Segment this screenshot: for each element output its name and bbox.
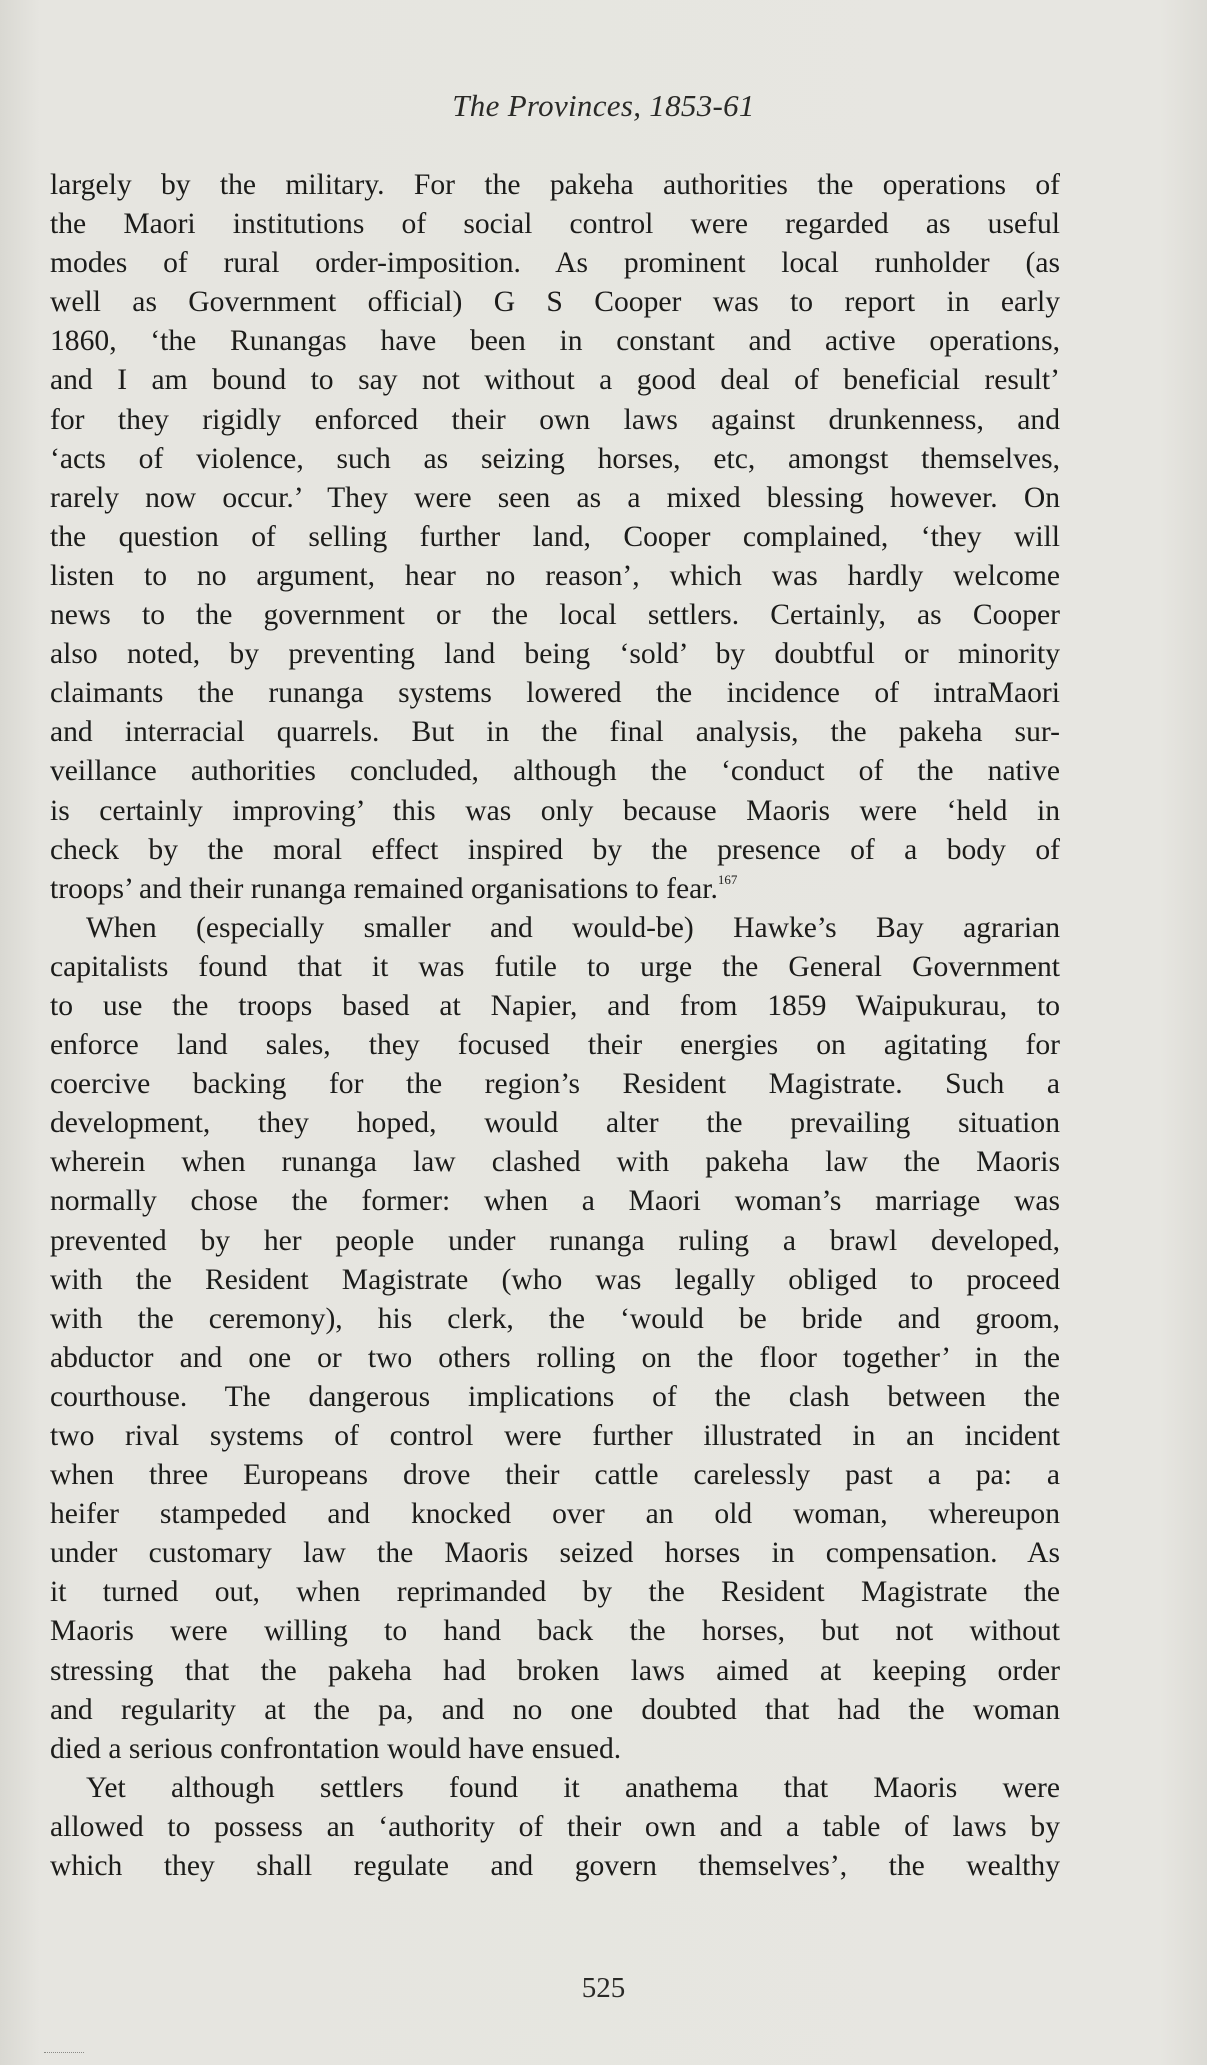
text-line: check by the moral effect inspired by the presence of a body of <box>50 833 1060 866</box>
text-line: and regularity at the pa, and no one doubted that had the woman <box>50 1693 1060 1726</box>
running-header: The Provinces, 1853-61 <box>452 88 755 123</box>
text-line <box>50 870 1060 909</box>
paragraph-1 <box>50 166 1060 909</box>
text-line: and interracial quarrels. But in the final analysis, the pakeha sur- <box>50 716 1060 749</box>
text-line: when three Europeans drove their cattle carelessly past a pa: a <box>50 1459 1060 1492</box>
text-line-content: died a serious confrontation would have ensued. <box>50 1732 622 1765</box>
footnote-reference: 167 <box>717 871 738 887</box>
text-line: rarely now occur.’ They were seen as a mixed blessing however. On <box>50 481 1060 514</box>
text-line: abductor and one or two others rolling on the floor together’ in the <box>50 1341 1060 1374</box>
text-line: with the Resident Magistrate (who was legally obliged to proceed <box>50 1263 1060 1296</box>
text-line: Yet although settlers found it anathema that Maoris were <box>86 1771 1060 1804</box>
text-line: wherein when runanga law clashed with pakeha law the Maoris <box>50 1146 1060 1179</box>
text-line: allowed to possess an ‘authority of their own and a table of laws by <box>50 1810 1060 1843</box>
text-line: the question of selling further land, Cooper complained, ‘they will <box>50 520 1060 553</box>
text-line: with the ceremony), his clerk, the ‘would be bride and groom, <box>50 1302 1060 1335</box>
text-line: the Maori institutions of social control were regarded as useful <box>50 208 1060 241</box>
paragraph-3 <box>50 1769 1060 1886</box>
text-line: listen to no argument, hear no reason’, which was hardly welcome <box>50 559 1060 592</box>
text-line: to use the troops based at Napier, and from 1859 Waipukurau, to <box>50 989 1060 1022</box>
text-line: under customary law the Maoris seized horses in compensation. As <box>50 1537 1060 1570</box>
text-line <box>50 1730 1060 1769</box>
text-line: for they rigidly enforced their own laws against drunkenness, and <box>50 403 1060 436</box>
text-line: capitalists found that it was futile to urge the General Government <box>50 950 1060 983</box>
text-line-content: troops’ and their runanga remained organisations to fear. <box>50 872 718 905</box>
text-line: development, they hoped, would alter the prevailing situation <box>50 1107 1060 1140</box>
text-line: veillance authorities concluded, although the ‘conduct of the native <box>50 755 1060 788</box>
text-line: it turned out, when reprimanded by the Resident Magistrate the <box>50 1576 1060 1609</box>
text-line: courthouse. The dangerous implications of the clash between the <box>50 1380 1060 1413</box>
body-text <box>50 166 1060 1886</box>
text-line: also noted, by preventing land being ‘sold’ by doubtful or minority <box>50 638 1060 671</box>
text-line: ‘acts of violence, such as seizing horses, etc, amongst themselves, <box>50 442 1060 475</box>
text-line: two rival systems of control were further illustrated in an incident <box>50 1420 1060 1452</box>
text-line: stressing that the pakeha had broken laws aimed at keeping order <box>50 1654 1060 1687</box>
margin-mark <box>44 2052 84 2059</box>
text-line: heifer stampeded and knocked over an old woman, whereupon <box>50 1498 1060 1531</box>
text-line: When (especially smaller and would-be) Hawke’s Bay agrarian <box>86 911 1060 944</box>
text-line: normally chose the former: when a Maori woman’s marriage was <box>50 1185 1060 1218</box>
text-line: is certainly improving’ this was only because Maoris were ‘held in <box>50 794 1060 827</box>
text-line: 1860, ‘the Runangas have been in constant and active operations, <box>50 325 1060 358</box>
paragraph-2 <box>50 909 1060 1769</box>
text-line: enforce land sales, they focused their energies on agitating for <box>50 1029 1060 1062</box>
page-number: 525 <box>581 1972 626 2004</box>
text-line: largely by the military. For the pakeha authorities the operations of <box>50 169 1060 201</box>
text-line: and I am bound to say not without a good deal of beneficial result’ <box>50 364 1060 397</box>
text-line: claimants the runanga systems lowered the incidence of intraMaori <box>50 677 1060 710</box>
text-line: well as Government official) G S Cooper was to report in early <box>50 286 1060 319</box>
text-line: coercive backing for the region’s Resident Magistrate. Such a <box>50 1068 1060 1101</box>
text-line: news to the government or the local settlers. Certainly, as Cooper <box>50 599 1060 632</box>
text-line: Maoris were willing to hand back the horses, but not without <box>50 1615 1060 1648</box>
text-line: modes of rural order-imposition. As prominent local runholder (as <box>50 247 1060 280</box>
text-line: prevented by her people under runanga ruling a brawl developed, <box>50 1224 1060 1257</box>
text-line: which they shall regulate and govern themselves’, the wealthy <box>50 1850 1060 1883</box>
